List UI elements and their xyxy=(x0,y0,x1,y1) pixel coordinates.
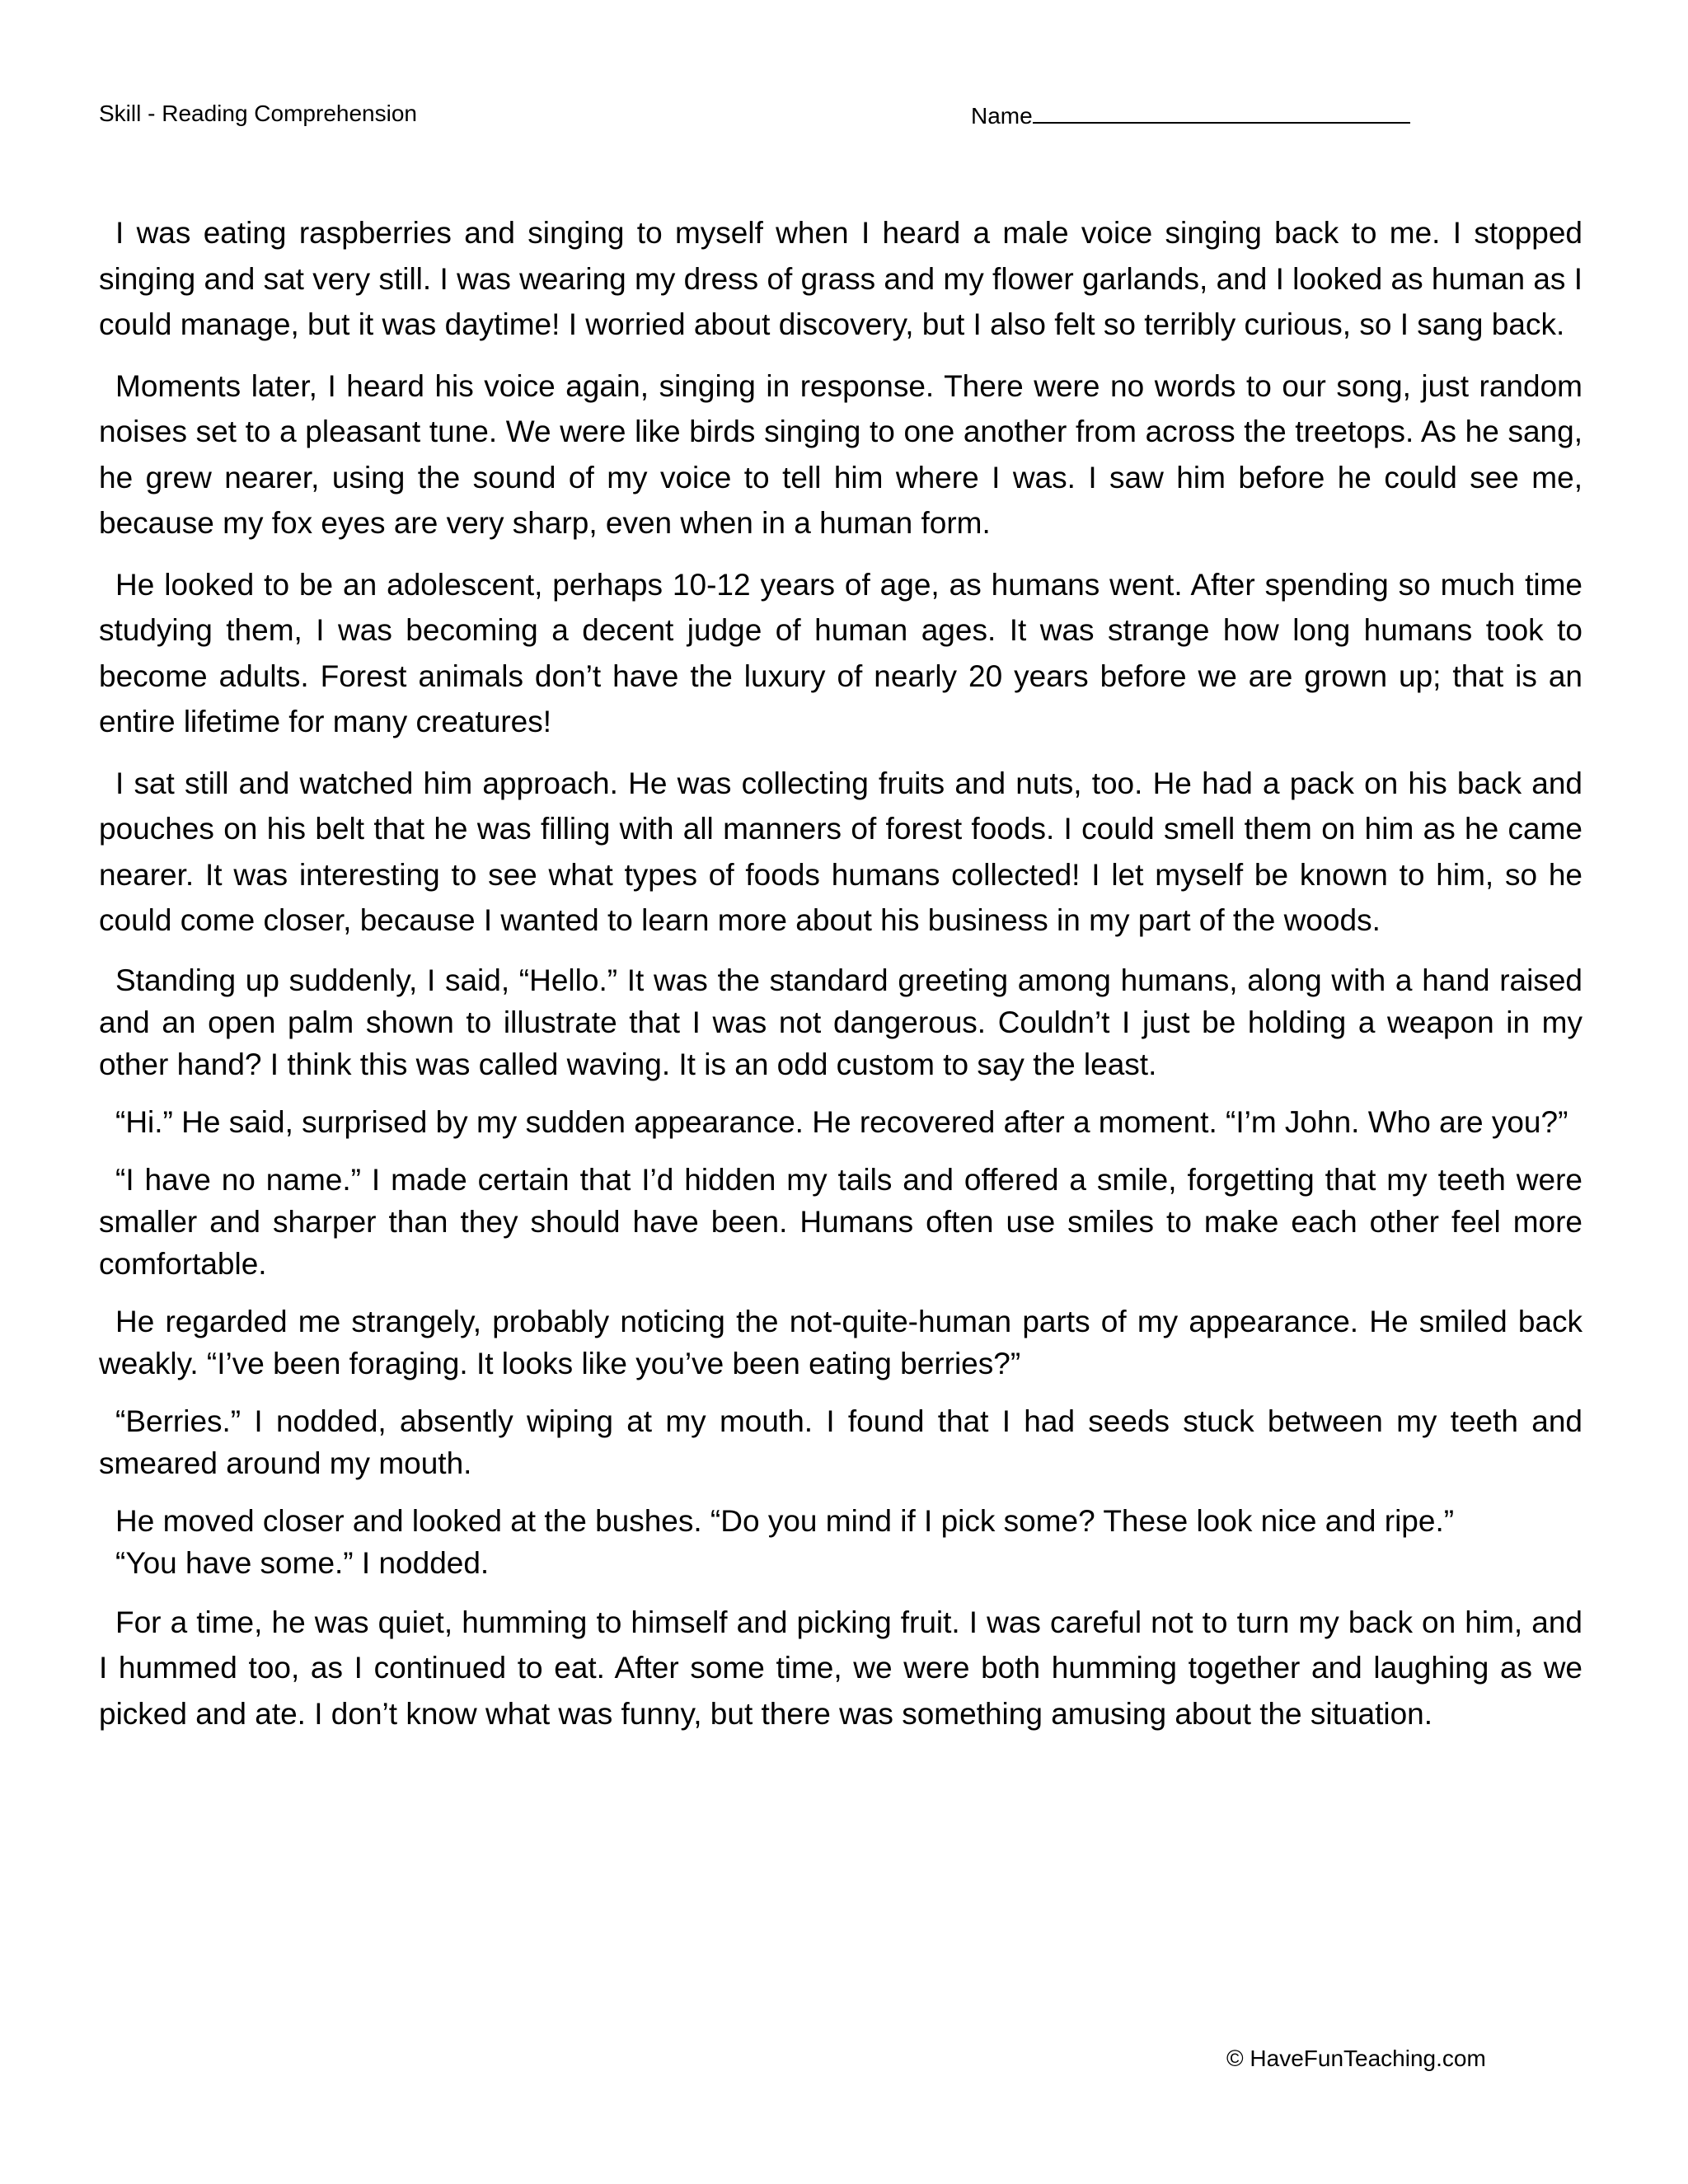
name-blank-line[interactable] xyxy=(1033,99,1410,124)
paragraph-10 xyxy=(99,1500,1582,1584)
story-text xyxy=(99,210,1582,1752)
paragraph-8: He regarded me strangely, probably noticing the not-quite-human parts of my appearance. He smiled back weakly. “I’ve been foraging. It looks like you’ve been eating berries?” xyxy=(99,1304,1582,1380)
paragraph-9: “Berries.” I nodded, absently wiping at my mouth. I found that I had seeds stuck between my teeth and smeared around my mouth. xyxy=(99,1404,1582,1480)
copyright-footer: © HaveFunTeaching.com xyxy=(1226,2046,1486,2071)
paragraph-11: For a time, he was quiet, humming to himself and picking fruit. I was careful not to turn my back on him, and I hummed too, as I continued to eat. After some time, we were both humming together and laughing as we picked and ate. I don’t know what was funny, but there was something amusing about the situation. xyxy=(99,1605,1582,1731)
paragraph-5: Standing up suddenly, I said, “Hello.” It was the standard greeting among humans, along with a hand raised and an open palm shown to illustrate that I was not dangerous. Couldn’t I just be holding a weapon in my other hand? I think this was called waving. It is an odd custom to say the least. xyxy=(99,963,1582,1081)
paragraph-4: I sat still and watched him approach. He was collecting fruits and nuts, too. He had a pack on his back and pouches on his belt that he was filling with all manners of forest foods. I could smell them on him as he came nearer. It was interesting to see what types of foods humans collected! I let myself be known to him, so he could come closer, because I wanted to learn more about his business in my part of the woods. xyxy=(99,766,1582,937)
name-field xyxy=(971,99,1410,131)
paragraph-1: I was eating raspberries and singing to myself when I heard a male voice singing back to me. I stopped singing and sat very still. I was wearing my dress of grass and my flower garlands, and I looked as human as I could manage, but it was daytime! I worried about discovery, but I also felt so terribly curious, so I sang back. xyxy=(99,216,1582,341)
skill-label: Skill - Reading Comprehension xyxy=(99,101,417,126)
paragraph-6: “Hi.” He said, surprised by my sudden appearance. He recovered after a moment. “I’m John. Who are you?” xyxy=(115,1104,1568,1139)
paragraph-3: He looked to be an adolescent, perhaps 10-12 years of age, as humans went. After spending so much time studying them, I was becoming a decent judge of human ages. It was strange how long humans took to become adults. Forest animals don’t have the luxury of nearly 20 years before we are grown up; that is an entire lifetime for many creatures! xyxy=(99,567,1582,738)
name-label: Name xyxy=(971,103,1033,129)
paragraph-2: Moments later, I heard his voice again, singing in response. There were no words to our song, just random noises set to a pleasant tune. We were like birds singing to one another from across the treetops. As he sang, he grew nearer, using the sound of my voice to tell him where I was. I saw him before he could see me, because my fox eyes are very sharp, even when in a human form. xyxy=(99,368,1582,540)
paragraph-10-line-1: He moved closer and looked at the bushes. “Do you mind if I pick some? These look nice and ripe.” xyxy=(115,1503,1455,1538)
paragraph-10-line-2: “You have some.” I nodded. xyxy=(115,1545,490,1580)
paragraph-7: “I have no name.” I made certain that I’d hidden my tails and offered a smile, forgetting that my teeth were smaller and sharper than they should have been. Humans often use smiles to make each other feel more comfortable. xyxy=(99,1162,1582,1281)
